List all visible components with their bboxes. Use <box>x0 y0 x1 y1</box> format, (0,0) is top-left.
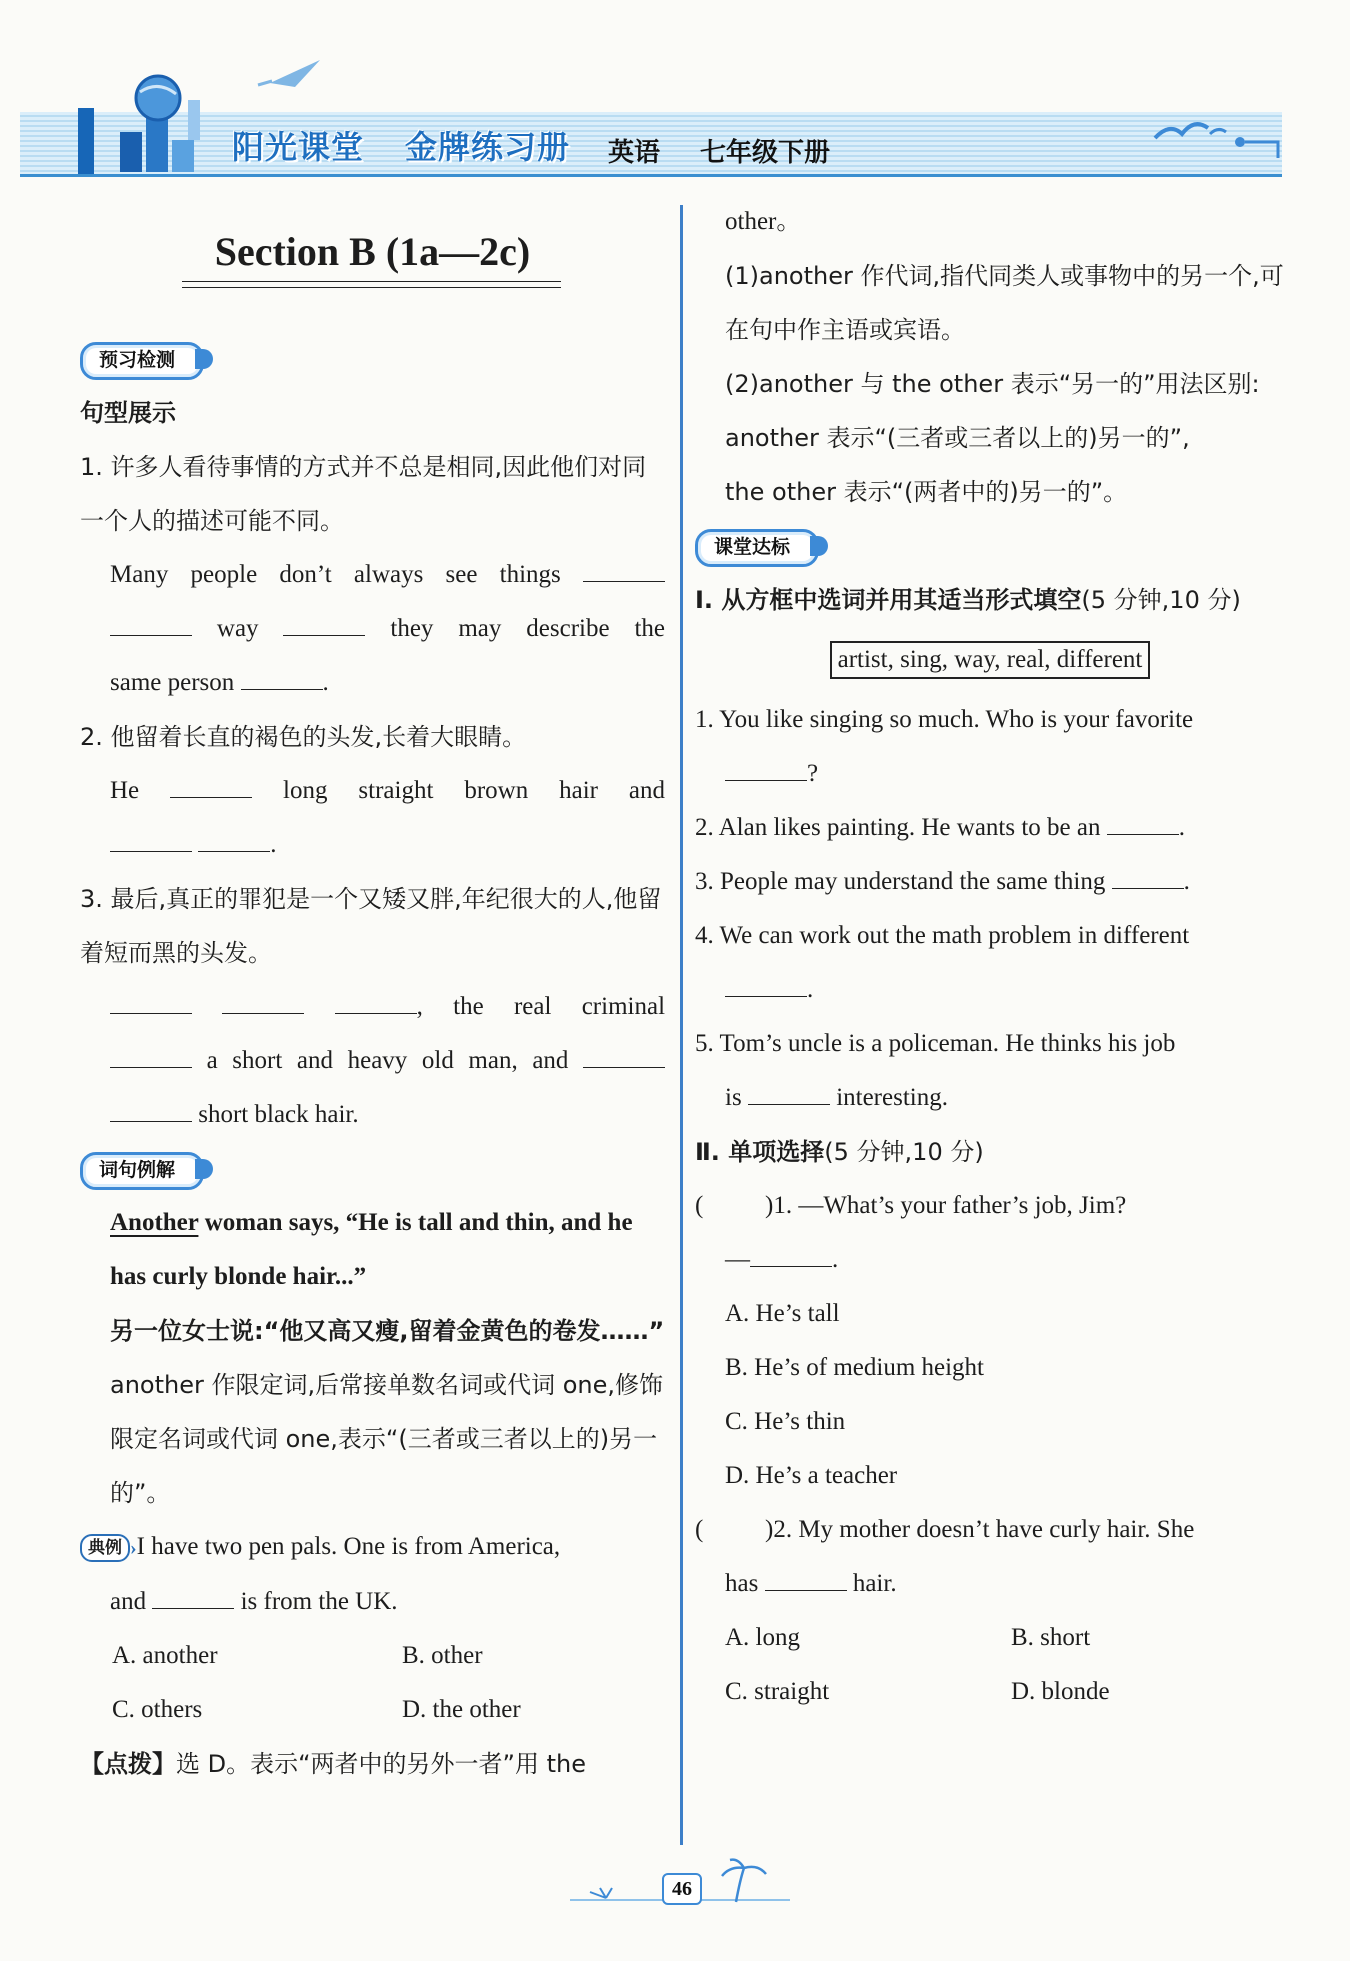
cont-line4: another 表示“(三者或三者以上的)另一的”, <box>725 424 1190 452</box>
mc1-option-b: B. He’s of medium height <box>725 1354 984 1381</box>
series-title-b: 金牌练习册 <box>405 128 571 166</box>
hint-label: 【点拨】 <box>80 1750 176 1778</box>
hint-line: 【点拨】选 D。表示“两者中的另外一者”用 the <box>80 1750 586 1778</box>
arrow-right-icon: › <box>130 1537 137 1559</box>
word-box: artist, sing, way, real, different <box>830 641 1151 679</box>
title-underline <box>182 281 561 288</box>
mc1-option-c: C. He’s thin <box>725 1408 846 1435</box>
option-b: B. other <box>402 1642 483 1669</box>
cont-line5: the other 表示“(两者中的)另一的”。 <box>725 478 1128 506</box>
q2-english-line2: . <box>80 818 665 872</box>
left-column <box>80 222 665 1791</box>
example-options <box>80 1629 665 1737</box>
fill-q1: 1. You like singing so much. Who is your favorite <box>695 706 1194 733</box>
q1-english-line2: way they may describe the <box>80 602 665 656</box>
series-title-a: 阳光课堂 <box>232 128 365 166</box>
cont-line2: (1)another 作代词,指代同类人或事物中的另一个,可在句中作主语或宾语。 <box>725 262 1284 344</box>
grade-label: 七年级下册 <box>700 138 831 168</box>
fill-q5-line2: is interesting. <box>725 1084 948 1111</box>
word-box-wrap <box>695 633 1285 687</box>
header-bar <box>78 108 94 174</box>
section-title: Section B (1a—2c) <box>80 222 665 282</box>
mc2-question: ( )2. My mother doesn’t have curly hair. She <box>695 1516 1195 1543</box>
cont-line1: other。 <box>725 208 802 235</box>
option-a: A. another <box>112 1642 218 1669</box>
mc1-option-a: A. He’s tall <box>725 1300 840 1327</box>
subject-label: 英语 <box>608 138 661 168</box>
q2-english-line1: He long straight brown hair and <box>110 777 666 804</box>
sentence-patterns-heading: 句型展示 <box>80 399 176 427</box>
mc2-options <box>695 1611 1285 1719</box>
option-c: C. others <box>112 1696 203 1723</box>
part1-heading: Ⅰ. 从方框中选词并用其适当形式填空(5 分钟,10 分) <box>695 586 1241 614</box>
page-number: 46 <box>662 1873 702 1905</box>
q1-chinese: 1. 许多人看待事情的方式并不总是相同,因此他们对同一个人的描述可能不同。 <box>80 453 647 535</box>
mc2-option-b: B. short <box>1011 1624 1091 1651</box>
seagull-icon <box>1150 100 1280 170</box>
fill-q3: 3. People may understand the same thing . <box>695 868 1190 895</box>
right-column <box>695 195 1285 1719</box>
q1-english-line1: Many people don’t always see things <box>80 548 665 602</box>
q2-chinese: 2. 他留着长直的褐色的头发,长着大眼睛。 <box>80 723 527 751</box>
mc1-answer-blank: — . <box>725 1246 839 1273</box>
mc1-option-d: D. He’s a teacher <box>725 1462 898 1489</box>
mc2-option-a: A. long <box>725 1624 800 1651</box>
typical-example-line2: and is from the UK. <box>110 1588 398 1615</box>
fill-q4: 4. We can work out the math problem in different <box>695 922 1190 949</box>
typical-example-tag: 典例 <box>80 1534 130 1562</box>
another-usage-note: another 作限定词,后常接单数名词或代词 one,修饰限定名词或代词 one,表示“(三者或三者以上的)另一的”。 <box>110 1371 664 1507</box>
mc2-option-d: D. blonde <box>1011 1678 1110 1705</box>
fill-q4-blank: . <box>695 963 1285 1017</box>
fill-q2: 2. Alan likes painting. He wants to be an . <box>695 814 1185 841</box>
class-practice-badge: 课堂达标 <box>695 529 819 567</box>
example-sentence-cn: 另一位女士说:“他又高又瘦,留着金黄色的卷发……” <box>110 1317 665 1345</box>
mc1-question: ( )1. —What’s your father’s job, Jim? <box>695 1192 1127 1219</box>
column-divider <box>680 205 683 1845</box>
fill-q5: 5. Tom’s uncle is a policeman. He thinks his job <box>695 1030 1176 1057</box>
q3-english-line3: short black hair. <box>80 1088 665 1142</box>
typical-example: 典例 ›I have two pen pals. One is from America, <box>80 1520 665 1575</box>
mc2-line2: has hair. <box>725 1570 897 1597</box>
part2-heading: Ⅱ. 单项选择(5 分钟,10 分) <box>695 1138 984 1166</box>
mc2-option-c: C. straight <box>725 1678 830 1705</box>
option-d: D. the other <box>402 1696 521 1723</box>
page-header <box>0 0 1350 195</box>
q3-chinese: 3. 最后,真正的罪犯是一个又矮又胖,年纪很大的人,他留着短而黑的头发。 <box>80 885 662 967</box>
fill-q1-blank: ? <box>695 747 1285 801</box>
q1-english-line3: same person . <box>110 669 329 696</box>
cont-line3: (2)another 与 the other 表示“另一的”用法区别: <box>725 370 1260 398</box>
globe-logo-icon <box>110 70 220 174</box>
preview-check-badge: 预习检测 <box>80 342 204 380</box>
page-footer <box>560 1858 800 1918</box>
example-sentence-en: Another woman says, “He is tall and thin, and he has curly blonde hair...” <box>110 1209 633 1290</box>
word-explain-badge: 词句例解 <box>80 1152 204 1190</box>
paper-plane-icon <box>250 55 330 95</box>
q3-english-line1: , the real criminal <box>80 980 665 1034</box>
q3-english-line2: a short and heavy old man, and <box>80 1034 665 1088</box>
